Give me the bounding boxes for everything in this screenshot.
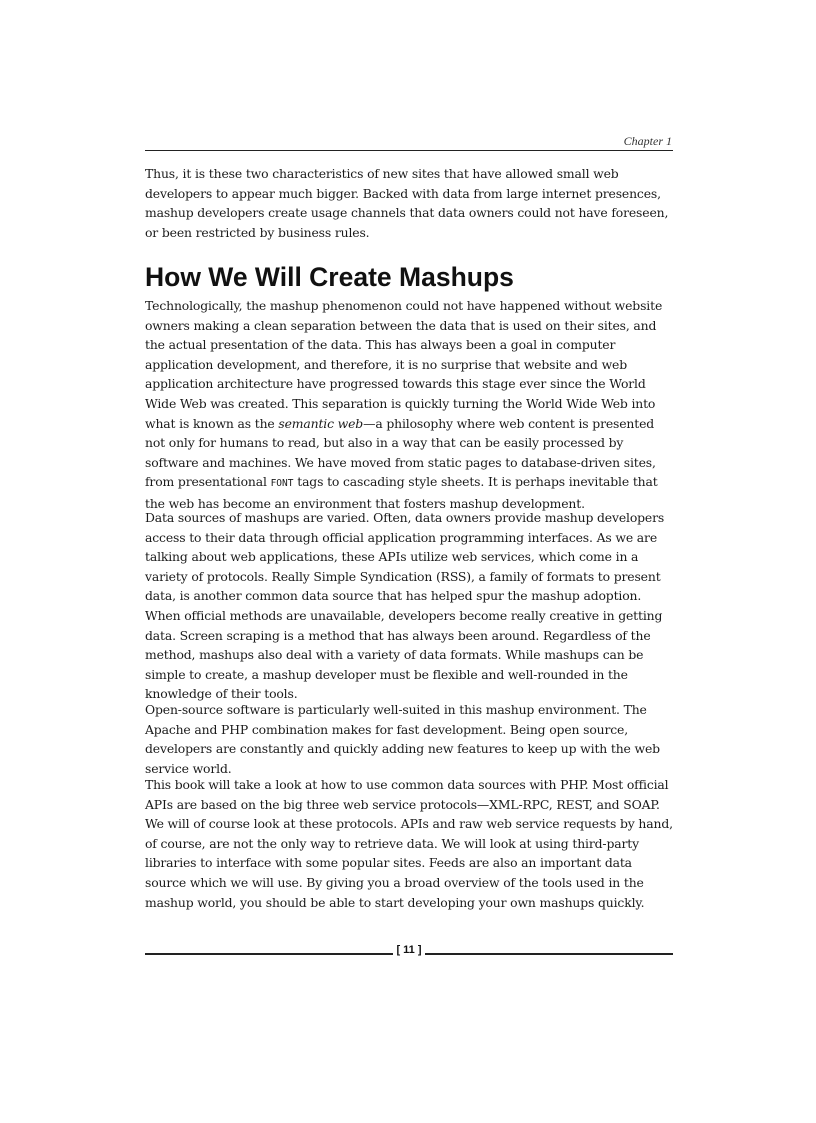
chapter-label: Chapter 1 — [623, 134, 672, 148]
running-header — [145, 134, 673, 151]
intro-paragraph: Thus, it is these two characteristics of new sites that have allowed small web developers to appear much bigger. Backed with data from large internet presences, mashup developers create usage channels that data owners could not have foreseen, or been restricted by business rules. — [145, 166, 669, 240]
paragraph-text: Technologically, the mashup phenomenon could not have happened without website owners making a clean separation between the data that is used on their sites, and the actual presentation of the data. This has always been a goal in computer application development, and therefore, it is no surprise that website and web application architecture have progressed towards this stage ever since the World Wide Web was created. This separation is quickly turning the World Wide Web into what is known as the — [145, 298, 663, 431]
paragraph-open-source: Open-source software is particularly well-suited in this mashup environment. The Apache and PHP combination makes for fast development. Being open source, developers are constantly and quickly adding new features to keep up with the web service world. — [145, 702, 660, 776]
paragraph-text: —a philosophy where web content is presented not only for humans to read, but also in a way that can be easily processed by software and machines. We have moved from static pages to database-driven sites, from presentational — [145, 415, 656, 490]
page-number: [ 11 ] — [396, 944, 422, 956]
paragraph-technology — [145, 296, 673, 514]
code-font-tag: FONT — [270, 478, 294, 490]
emphasis-semantic-web: semantic web — [278, 415, 364, 431]
paragraph-text: tags to cascading style sheets. It is perhaps inevitable that the web has become an environment that fosters mashup development. — [145, 474, 658, 511]
footer-rule-right — [425, 953, 673, 955]
paragraph-book-overview: This book will take a look at how to use common data sources with PHP. Most official APIs are based on the big three web service protocols—XML-RPC, REST, and SOAP. We will of course look at these protocols. APIs and raw web service requests by hand, of course, are not the only way to retrieve data. We will look at using third-party libraries to interface with some popular sites. Feeds are also an important data source which we will use. By giving you a broad overview of the tools used in the mashup world, you should be able to start developing your own mashups quickly. — [145, 777, 673, 910]
section-heading: How We Will Create Mashups — [145, 262, 514, 292]
paragraph-data-sources: Data sources of mashups are varied. Often, data owners provide mashup developers access to their data through official application programming interfaces. As we are talking about web applications, these APIs utilize web services, which come in a variety of protocols. Really Simple Syndication (RSS), a family of formats to present data, is another common data source that has helped spur the mashup adoption. When official methods are unavailable, developers become really creative in getting data. Screen scraping is a method that has always been around. Regardless of the method, mashups also deal with a variety of data formats. While mashups can be simple to create, a mashup developer must be flexible and well-rounded in the knowledge of their tools. — [145, 510, 665, 702]
page-footer — [145, 943, 673, 963]
